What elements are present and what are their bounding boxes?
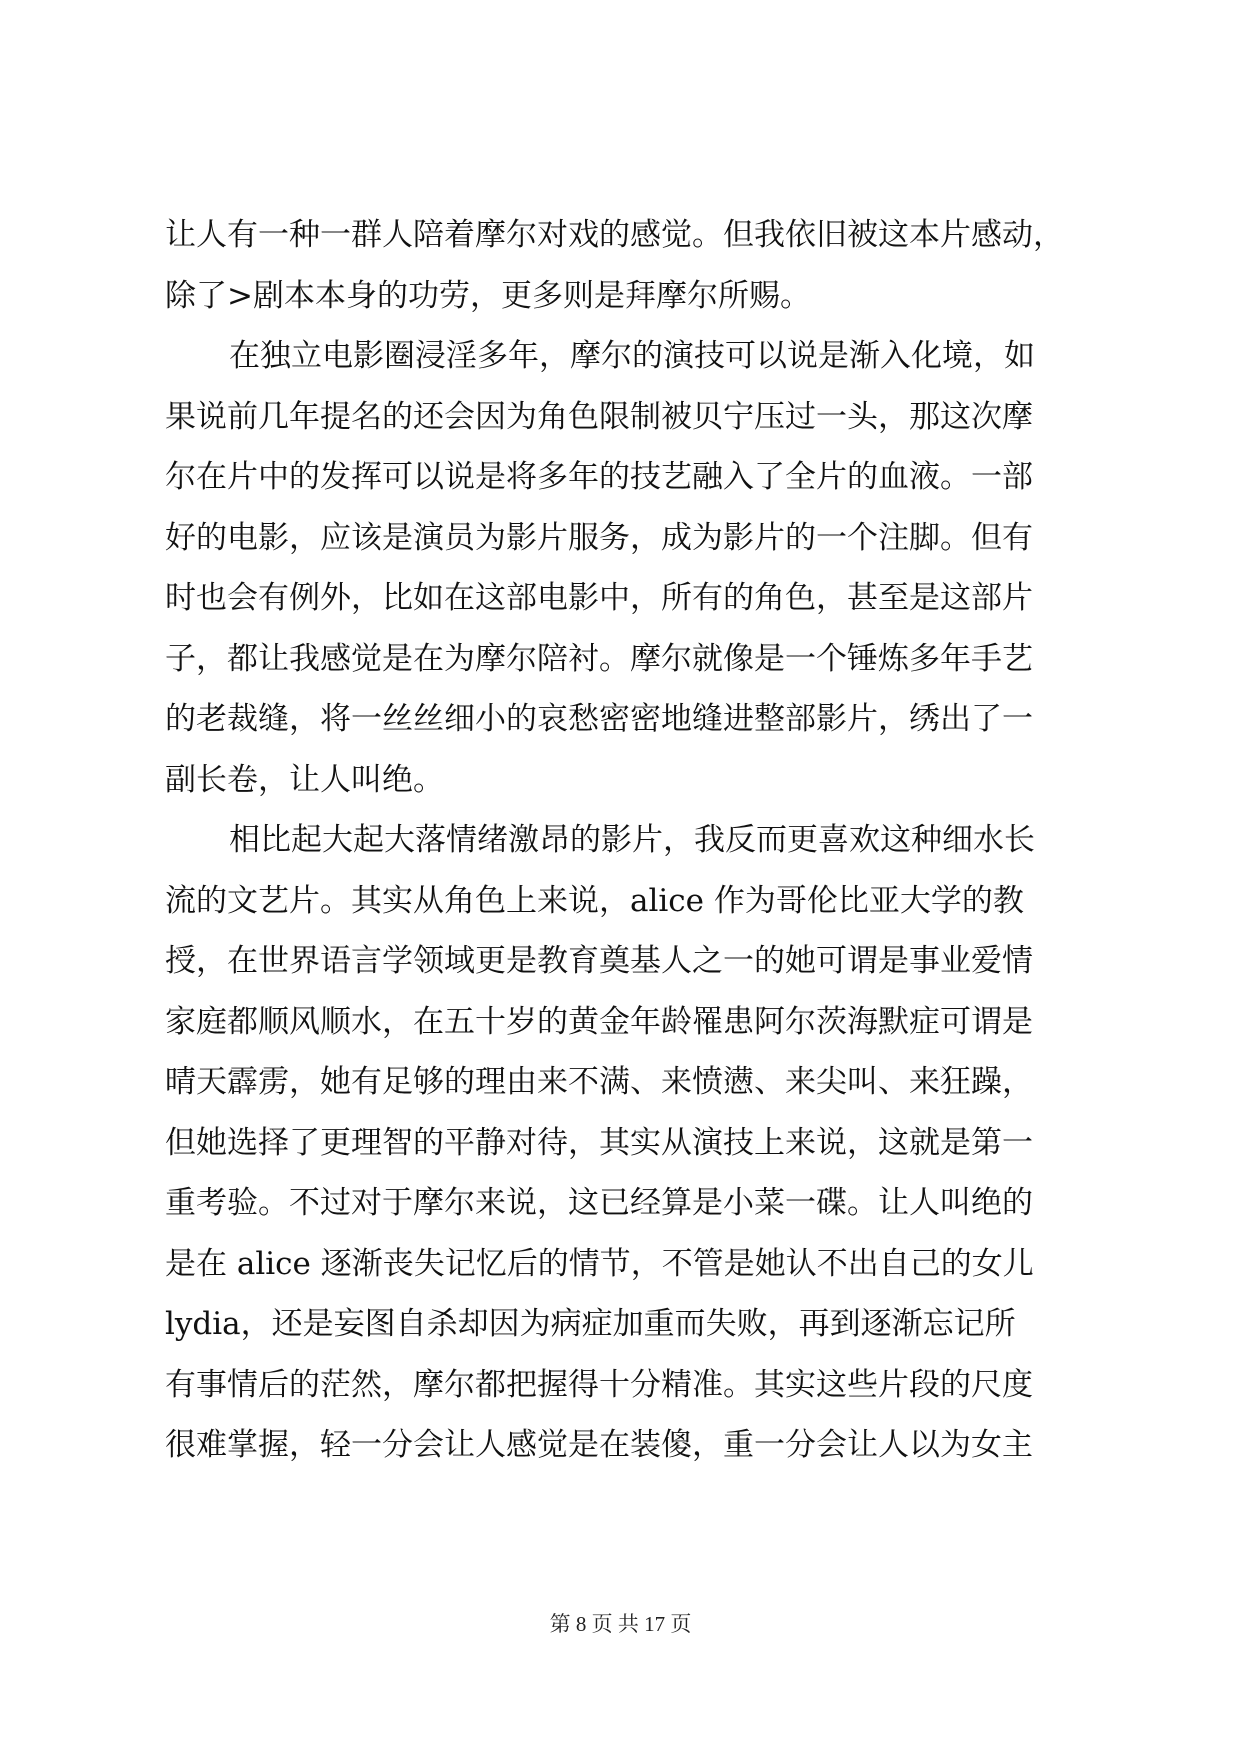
text-line: 晴天霹雳，她有足够的理由来不满、来愤懑、来尖叫、来狂躁， bbox=[165, 1064, 1033, 1100]
text-line: lydia，还是妄图自杀却因为病症加重而失败，再到逐渐忘记所 bbox=[165, 1306, 1016, 1342]
text-line: 的老裁缝，将一丝丝细小的哀愁密密地缝进整部影片，绣出了一 bbox=[165, 701, 1033, 737]
text-line: 有事情后的茫然，摩尔都把握得十分精准。其实这些片段的尺度 bbox=[165, 1366, 1033, 1403]
text-line: 在独立电影圈浸淫多年，摩尔的演技可以说是渐入化境，如 bbox=[229, 338, 1035, 374]
text-line: 时也会有例外，比如在这部电影中，所有的角色，甚至是这部片 bbox=[165, 580, 1033, 616]
text-line: 授，在世界语言学领域更是教育奠基人之一的她可谓是事业爱情 bbox=[165, 943, 1033, 979]
page-number: 第 8 页 共 17 页 bbox=[549, 1612, 692, 1636]
text-line: 是在 alice 逐渐丧失记忆后的情节，不管是她认不出自己的女儿 bbox=[165, 1245, 1034, 1282]
text-line: 家庭都顺风顺水，在五十岁的黄金年龄罹患阿尔茨海默症可谓是 bbox=[165, 1003, 1033, 1040]
text-line: 重考验。不过对于摩尔来说，这已经算是小菜一碟。让人叫绝的 bbox=[165, 1185, 1033, 1221]
paragraph bbox=[165, 205, 1085, 326]
text-line: 果说前几年提名的还会因为角色限制被贝宁压过一头，那这次摩 bbox=[165, 398, 1033, 435]
text-line: 很难掌握，轻一分会让人感觉是在装傻，重一分会让人以为女主 bbox=[165, 1427, 1033, 1463]
text-line: 尔在片中的发挥可以说是将多年的技艺融入了全片的血液。一部 bbox=[165, 459, 1033, 495]
body-text bbox=[165, 205, 1085, 1476]
text-line: 子，都让我感觉是在为摩尔陪衬。摩尔就像是一个锤炼多年手艺 bbox=[165, 640, 1033, 677]
text-line: 但她选择了更理智的平静对待，其实从演技上来说，这就是第一 bbox=[165, 1124, 1033, 1161]
paragraph bbox=[165, 810, 1085, 1476]
text-line: 让人有一种一群人陪着摩尔对戏的感觉。但我依旧被这本片感动， bbox=[165, 217, 1064, 253]
text-line: 除了>剧本本身的功劳，更多则是拜摩尔所赐。 bbox=[165, 277, 811, 314]
text-line: 副长卷，让人叫绝。 bbox=[165, 761, 444, 798]
paragraph bbox=[165, 326, 1085, 810]
text-line: 好的电影，应该是演员为影片服务，成为影片的一个注脚。但有 bbox=[165, 519, 1033, 556]
text-line: 相比起大起大落情绪激昂的影片，我反而更喜欢这种细水长 bbox=[229, 822, 1035, 858]
text-line: 流的文艺片。其实从角色上来说，alice 作为哥伦比亚大学的教 bbox=[165, 882, 1024, 919]
